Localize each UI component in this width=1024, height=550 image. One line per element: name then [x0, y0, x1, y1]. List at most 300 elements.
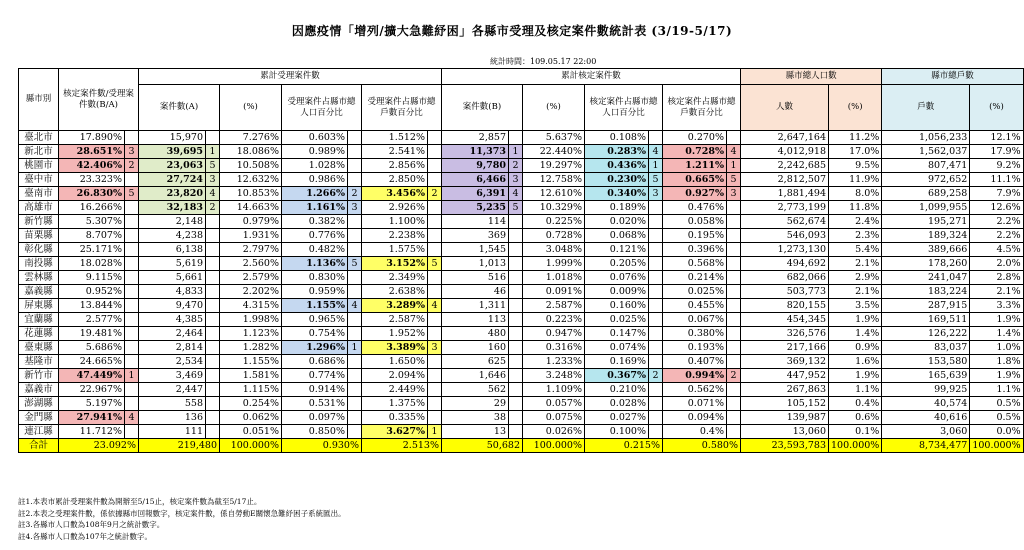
- people-cell: 2,812,507: [741, 173, 829, 187]
- ratio-cell: 27.941%: [59, 411, 125, 425]
- a-pct-cell: 4.315%: [220, 299, 282, 313]
- hh-share-cell: 2.638%: [362, 285, 428, 299]
- cases-b-rank: [509, 299, 523, 313]
- pop-share-cell: 0.830%: [282, 271, 348, 285]
- pop-share-cell: 1.296%: [282, 341, 348, 355]
- pop-share-cell: 0.776%: [282, 229, 348, 243]
- cases-a-cell: 5,661: [139, 271, 206, 285]
- people-cell: 4,012,918: [741, 145, 829, 159]
- hh-share-cell: 3.289%: [362, 299, 428, 313]
- cases-b-rank: [509, 257, 523, 271]
- households-pct-cell: 12.1%: [970, 131, 1023, 145]
- people-pct-cell: 2.1%: [829, 285, 882, 299]
- ap-pop-rank: [649, 131, 663, 145]
- people-cell: 1,881,494: [741, 187, 829, 201]
- b-pct-cell: 0.728%: [523, 229, 585, 243]
- ratio-rank: [125, 201, 139, 215]
- county-cell: 高雄市: [19, 201, 59, 215]
- ap-hh-cell: 0.195%: [663, 229, 727, 243]
- ratio-rank: [125, 243, 139, 257]
- households-pct-cell: 1.0%: [970, 341, 1023, 355]
- cases-b-rank: 3: [509, 173, 523, 187]
- cases-a-rank: [206, 411, 220, 425]
- ap-pop-rank: [649, 355, 663, 369]
- ap-hh-rank: 4: [727, 145, 741, 159]
- a-pct-cell: 18.086%: [220, 145, 282, 159]
- cases-b-rank: [509, 285, 523, 299]
- ratio-cell: 5.307%: [59, 215, 125, 229]
- hh-share-cell: 3.627%: [362, 425, 428, 439]
- cases-a-rank: [206, 285, 220, 299]
- cases-a-cell: 6,138: [139, 243, 206, 257]
- households-cell: 83,037: [882, 341, 970, 355]
- hh-share-cell: 2.856%: [362, 159, 428, 173]
- households-pct-cell: 12.6%: [970, 201, 1023, 215]
- ratio-rank: [125, 173, 139, 187]
- cases-a-rank: [206, 397, 220, 411]
- cases-b-rank: [509, 369, 523, 383]
- county-cell: 臺中市: [19, 173, 59, 187]
- b-pct-cell: 0.947%: [523, 327, 585, 341]
- hh-share-rank: [428, 271, 442, 285]
- hh-share-header: 受理案件占縣市總戶數百分比: [362, 85, 442, 131]
- cases-b-rank: [509, 411, 523, 425]
- cases-b-cell: 38: [442, 411, 509, 425]
- table-row: [19, 131, 1024, 145]
- table-row: [19, 159, 1024, 173]
- households-pct-cell: 3.3%: [970, 299, 1023, 313]
- cases-b-rank: [509, 243, 523, 257]
- cases-a-cell: 2,534: [139, 355, 206, 369]
- ap-pop-rank: [649, 243, 663, 257]
- hh-share-rank: [428, 355, 442, 369]
- county-cell: 桃園市: [19, 159, 59, 173]
- cases-a-rank: [206, 271, 220, 285]
- pop-share-cell: 0.754%: [282, 327, 348, 341]
- table-row: [19, 369, 1024, 383]
- pop-share-rank: [348, 369, 362, 383]
- ap-pop-cell: 0.076%: [585, 271, 649, 285]
- people-cell: 217,166: [741, 341, 829, 355]
- households-pct-cell: 2.1%: [970, 285, 1023, 299]
- hh-share-rank: [428, 383, 442, 397]
- ratio-cell: 8.707%: [59, 229, 125, 243]
- a-pct-cell: 0.254%: [220, 397, 282, 411]
- people-cell: 682,066: [741, 271, 829, 285]
- ratio-cell: 18.028%: [59, 257, 125, 271]
- county-cell: 新北市: [19, 145, 59, 159]
- a-pct-cell: 7.276%: [220, 131, 282, 145]
- ap-pop-rank: [649, 299, 663, 313]
- ap-hh-rank: 3: [727, 187, 741, 201]
- households-cell: 287,915: [882, 299, 970, 313]
- cases-a-rank: [206, 425, 220, 439]
- ap-hh-rank: [727, 285, 741, 299]
- pop-share-cell: 0.382%: [282, 215, 348, 229]
- ap-hh-rank: [727, 327, 741, 341]
- pop-share-cell: 0.686%: [282, 355, 348, 369]
- cases-b-cell: 6,391: [442, 187, 509, 201]
- people-cell: 13,060: [741, 425, 829, 439]
- households-pct-cell: 0.5%: [970, 397, 1023, 411]
- ap-pop-cell: 0.367%: [585, 369, 649, 383]
- b-pct-cell: 12.758%: [523, 173, 585, 187]
- ratio-cell: 11.712%: [59, 425, 125, 439]
- cases-a-cell: 136: [139, 411, 206, 425]
- table-row: [19, 341, 1024, 355]
- cases-a-cell: 558: [139, 397, 206, 411]
- pop-share-rank: [348, 145, 362, 159]
- ap-pop-rank: 5: [649, 173, 663, 187]
- households-pct-cell: 11.1%: [970, 173, 1023, 187]
- people-cell: 2,242,685: [741, 159, 829, 173]
- hh-share-rank: 3: [428, 341, 442, 355]
- cases-b-rank: 4: [509, 187, 523, 201]
- cases-b-cell: 1,545: [442, 243, 509, 257]
- ap-pop-rank: [649, 411, 663, 425]
- ap-pop-cell: 0.160%: [585, 299, 649, 313]
- cases-a-rank: [206, 257, 220, 271]
- pop-share-rank: 1: [348, 341, 362, 355]
- cases-a-rank: [206, 355, 220, 369]
- pop-share-rank: [348, 285, 362, 299]
- cases-b-cell: 160: [442, 341, 509, 355]
- ap-pop-cell: 0.340%: [585, 187, 649, 201]
- table-row: [19, 299, 1024, 313]
- pop-share-cell: 1.161%: [282, 201, 348, 215]
- ap-hh-cell: 0.455%: [663, 299, 727, 313]
- hh-share-rank: [428, 397, 442, 411]
- cases-a-rank: [206, 327, 220, 341]
- hh-share-cell: 1.650%: [362, 355, 428, 369]
- b-pct-cell: 0.316%: [523, 341, 585, 355]
- cases-a-cell: 23,063: [139, 159, 206, 173]
- cases-a-rank: [206, 215, 220, 229]
- cases-b-header: 案件數(B): [442, 85, 523, 131]
- ap-pop-share-header: 核定案件占縣市總人口百分比: [585, 85, 663, 131]
- cases-a-rank: 2: [206, 201, 220, 215]
- cases-b-cell: 1,646: [442, 369, 509, 383]
- pop-share-cell: 0.986%: [282, 173, 348, 187]
- ap-hh-cell: 0.067%: [663, 313, 727, 327]
- hh-share-rank: [428, 285, 442, 299]
- hh-share-cell: 2.850%: [362, 173, 428, 187]
- ratio-cell: 22.967%: [59, 383, 125, 397]
- pop-share-rank: 3: [348, 201, 362, 215]
- cases-a-cell: 32,183: [139, 201, 206, 215]
- ap-hh-cell: 0.665%: [663, 173, 727, 187]
- people-pct-header: (%): [829, 85, 882, 131]
- pop-share-rank: [348, 355, 362, 369]
- b-pct-cell: 1.109%: [523, 383, 585, 397]
- ratio-cell: 17.890%: [59, 131, 125, 145]
- county-cell: 苗栗縣: [19, 229, 59, 243]
- a-pct-cell: 0.051%: [220, 425, 282, 439]
- cases-b-cell: 516: [442, 271, 509, 285]
- b-pct-cell: 1.999%: [523, 257, 585, 271]
- ap-hh-rank: [727, 383, 741, 397]
- households-cell: 1,562,037: [882, 145, 970, 159]
- b-pct-cell: 0.091%: [523, 285, 585, 299]
- hh-share-rank: [428, 369, 442, 383]
- ratio-cell: 9.115%: [59, 271, 125, 285]
- cases-b-cell: 114: [442, 215, 509, 229]
- b-pct-cell: 3.248%: [523, 369, 585, 383]
- table-row: [19, 355, 1024, 369]
- cases-a-cell: 111: [139, 425, 206, 439]
- pop-share-rank: [348, 229, 362, 243]
- cases-b-cell: 13: [442, 425, 509, 439]
- people-cell: 267,863: [741, 383, 829, 397]
- ap-pop-cell: 0.205%: [585, 257, 649, 271]
- a-pct-cell: 10.508%: [220, 159, 282, 173]
- people-cell: 369,132: [741, 355, 829, 369]
- cases-a-header: 案件數(A): [139, 85, 220, 131]
- a-pct-cell: 1.282%: [220, 341, 282, 355]
- hh-share-cell: 0.335%: [362, 411, 428, 425]
- ap-pop-cell: 0.027%: [585, 411, 649, 425]
- ap-hh-rank: [727, 341, 741, 355]
- b-pct-cell: 0.026%: [523, 425, 585, 439]
- people-pct-cell: 1.6%: [829, 355, 882, 369]
- b-pct-cell: 0.057%: [523, 397, 585, 411]
- ap-hh-rank: 5: [727, 173, 741, 187]
- households-cell: 153,580: [882, 355, 970, 369]
- pop-share-cell: 1.136%: [282, 257, 348, 271]
- ap-hh-cell: 0.994%: [663, 369, 727, 383]
- ap-hh-cell: 0.270%: [663, 131, 727, 145]
- ap-hh-rank: [727, 201, 741, 215]
- pop-share-cell: 0.850%: [282, 425, 348, 439]
- total-a-pct: 100.000%: [220, 439, 282, 453]
- pop-share-rank: 2: [348, 187, 362, 201]
- pop-share-cell: 0.959%: [282, 285, 348, 299]
- ap-hh-cell: 0.568%: [663, 257, 727, 271]
- cases-b-rank: 1: [509, 145, 523, 159]
- households-pct-cell: 7.9%: [970, 187, 1023, 201]
- b-pct-cell: 22.440%: [523, 145, 585, 159]
- table-row: [19, 285, 1024, 299]
- a-pct-cell: 1.115%: [220, 383, 282, 397]
- pop-share-cell: 0.603%: [282, 131, 348, 145]
- county-cell: 澎湖縣: [19, 397, 59, 411]
- hh-share-rank: [428, 229, 442, 243]
- households-pct-cell: 2.2%: [970, 229, 1023, 243]
- ap-pop-rank: [649, 201, 663, 215]
- total-ap-pop: 0.215%: [585, 439, 663, 453]
- ap-hh-cell: 0.4%: [663, 425, 727, 439]
- cases-a-cell: 23,820: [139, 187, 206, 201]
- hh-share-cell: 3.152%: [362, 257, 428, 271]
- ap-pop-rank: [649, 327, 663, 341]
- b-pct-cell: 5.637%: [523, 131, 585, 145]
- ap-pop-cell: 0.121%: [585, 243, 649, 257]
- cases-a-cell: 4,385: [139, 313, 206, 327]
- cases-a-rank: [206, 243, 220, 257]
- hh-share-cell: 3.456%: [362, 187, 428, 201]
- ap-pop-cell: 0.169%: [585, 355, 649, 369]
- ap-pop-rank: 1: [649, 159, 663, 173]
- ap-hh-rank: [727, 229, 741, 243]
- households-cell: 807,471: [882, 159, 970, 173]
- cases-a-rank: [206, 299, 220, 313]
- hh-share-cell: 2.349%: [362, 271, 428, 285]
- statistics-time: 統計時間：109.05.17 22:00: [490, 57, 597, 66]
- cases-a-cell: 9,470: [139, 299, 206, 313]
- pop-share-rank: [348, 243, 362, 257]
- total-hh-share: 2.513%: [362, 439, 442, 453]
- total-ratio: 23.092%: [59, 439, 139, 453]
- ratio-rank: 3: [125, 145, 139, 159]
- hh-share-rank: [428, 131, 442, 145]
- ap-hh-cell: 0.476%: [663, 201, 727, 215]
- ap-pop-cell: 0.025%: [585, 313, 649, 327]
- county-cell: 新竹市: [19, 369, 59, 383]
- people-pct-cell: 8.0%: [829, 187, 882, 201]
- cases-a-rank: 4: [206, 187, 220, 201]
- people-pct-cell: 1.9%: [829, 313, 882, 327]
- households-cell: 195,271: [882, 215, 970, 229]
- ratio-cell: 25.171%: [59, 243, 125, 257]
- hh-share-rank: 1: [428, 425, 442, 439]
- cases-b-cell: 9,780: [442, 159, 509, 173]
- county-header: 縣市別: [19, 69, 59, 131]
- ap-hh-rank: [727, 257, 741, 271]
- households-cell: 3,060: [882, 425, 970, 439]
- cases-b-cell: 1,013: [442, 257, 509, 271]
- people-cell: 503,773: [741, 285, 829, 299]
- people-pct-cell: 0.9%: [829, 341, 882, 355]
- county-cell: 臺南市: [19, 187, 59, 201]
- b-pct-cell: 0.223%: [523, 313, 585, 327]
- a-pct-cell: 0.062%: [220, 411, 282, 425]
- pop-share-rank: [348, 173, 362, 187]
- people-pct-cell: 0.1%: [829, 425, 882, 439]
- table-row: [19, 145, 1024, 159]
- ap-pop-cell: 0.020%: [585, 215, 649, 229]
- ap-pop-rank: 2: [649, 369, 663, 383]
- ratio-rank: [125, 285, 139, 299]
- households-pct-cell: 1.1%: [970, 383, 1023, 397]
- people-cell: 562,674: [741, 215, 829, 229]
- total-pop-share: 0.930%: [282, 439, 362, 453]
- table-row: [19, 201, 1024, 215]
- cases-b-rank: 2: [509, 159, 523, 173]
- pop-share-rank: 4: [348, 299, 362, 313]
- households-cell: 183,224: [882, 285, 970, 299]
- ap-pop-cell: 0.074%: [585, 341, 649, 355]
- cases-b-cell: 369: [442, 229, 509, 243]
- ap-hh-cell: 1.211%: [663, 159, 727, 173]
- approved-group-header: 累計核定案件數: [442, 69, 741, 85]
- hh-share-cell: 2.926%: [362, 201, 428, 215]
- cases-b-rank: 5: [509, 201, 523, 215]
- a-pct-cell: 1.998%: [220, 313, 282, 327]
- people-pct-cell: 0.6%: [829, 411, 882, 425]
- county-cell: 新竹縣: [19, 215, 59, 229]
- a-pct-cell: 0.979%: [220, 215, 282, 229]
- hh-share-cell: 2.238%: [362, 229, 428, 243]
- total-households: 8,734,477: [882, 439, 970, 453]
- pop-share-rank: [348, 327, 362, 341]
- b-pct-cell: 10.329%: [523, 201, 585, 215]
- hh-share-rank: [428, 215, 442, 229]
- table-row: [19, 327, 1024, 341]
- cases-b-cell: 11,373: [442, 145, 509, 159]
- ratio-rank: [125, 327, 139, 341]
- statistics-table: [18, 68, 1024, 453]
- ap-pop-rank: [649, 425, 663, 439]
- households-pct-cell: 17.9%: [970, 145, 1023, 159]
- ratio-rank: [125, 271, 139, 285]
- ratio-rank: 1: [125, 369, 139, 383]
- ratio-cell: 26.830%: [59, 187, 125, 201]
- hh-share-cell: 1.952%: [362, 327, 428, 341]
- table-row: [19, 229, 1024, 243]
- ap-hh-cell: 0.025%: [663, 285, 727, 299]
- county-cell: 花蓮縣: [19, 327, 59, 341]
- a-pct-cell: 1.931%: [220, 229, 282, 243]
- people-pct-cell: 11.9%: [829, 173, 882, 187]
- ap-hh-cell: 0.380%: [663, 327, 727, 341]
- footnote: 註3.各縣市人口數為108年9月之統計數字。: [18, 520, 165, 529]
- households-cell: 689,258: [882, 187, 970, 201]
- table-row: [19, 425, 1024, 439]
- cases-a-rank: 3: [206, 173, 220, 187]
- table-row: [19, 313, 1024, 327]
- cases-b-cell: 1,311: [442, 299, 509, 313]
- households-pct-cell: 1.8%: [970, 355, 1023, 369]
- b-pct-header: (%): [523, 85, 585, 131]
- ap-pop-rank: [649, 285, 663, 299]
- cases-a-cell: 3,469: [139, 369, 206, 383]
- a-pct-cell: 1.123%: [220, 327, 282, 341]
- households-cell: 169,511: [882, 313, 970, 327]
- county-cell: 連江縣: [19, 425, 59, 439]
- ap-hh-share-header: 核定案件占縣市總戶數百分比: [663, 85, 741, 131]
- ap-hh-rank: [727, 271, 741, 285]
- people-cell: 2,647,164: [741, 131, 829, 145]
- households-pct-cell: 1.9%: [970, 313, 1023, 327]
- ratio-cell: 5.686%: [59, 341, 125, 355]
- b-pct-cell: 0.075%: [523, 411, 585, 425]
- ap-hh-rank: 1: [727, 159, 741, 173]
- ap-pop-cell: 0.068%: [585, 229, 649, 243]
- ap-hh-cell: 0.193%: [663, 341, 727, 355]
- people-pct-cell: 2.3%: [829, 229, 882, 243]
- ap-pop-cell: 0.210%: [585, 383, 649, 397]
- households-pct-cell: 2.0%: [970, 257, 1023, 271]
- ap-pop-rank: [649, 313, 663, 327]
- households-cell: 40,616: [882, 411, 970, 425]
- ap-pop-cell: 0.189%: [585, 201, 649, 215]
- a-pct-cell: 2.579%: [220, 271, 282, 285]
- cases-a-cell: 2,447: [139, 383, 206, 397]
- people-cell: 494,692: [741, 257, 829, 271]
- table-row: [19, 173, 1024, 187]
- cases-b-rank: [509, 397, 523, 411]
- ap-hh-cell: 0.396%: [663, 243, 727, 257]
- ap-pop-cell: 0.436%: [585, 159, 649, 173]
- cases-b-cell: 625: [442, 355, 509, 369]
- ratio-cell: 42.406%: [59, 159, 125, 173]
- pop-share-rank: [348, 397, 362, 411]
- county-cell: 嘉義市: [19, 383, 59, 397]
- a-pct-cell: 2.560%: [220, 257, 282, 271]
- hh-share-rank: [428, 327, 442, 341]
- ratio-rank: [125, 355, 139, 369]
- a-pct-cell: 12.632%: [220, 173, 282, 187]
